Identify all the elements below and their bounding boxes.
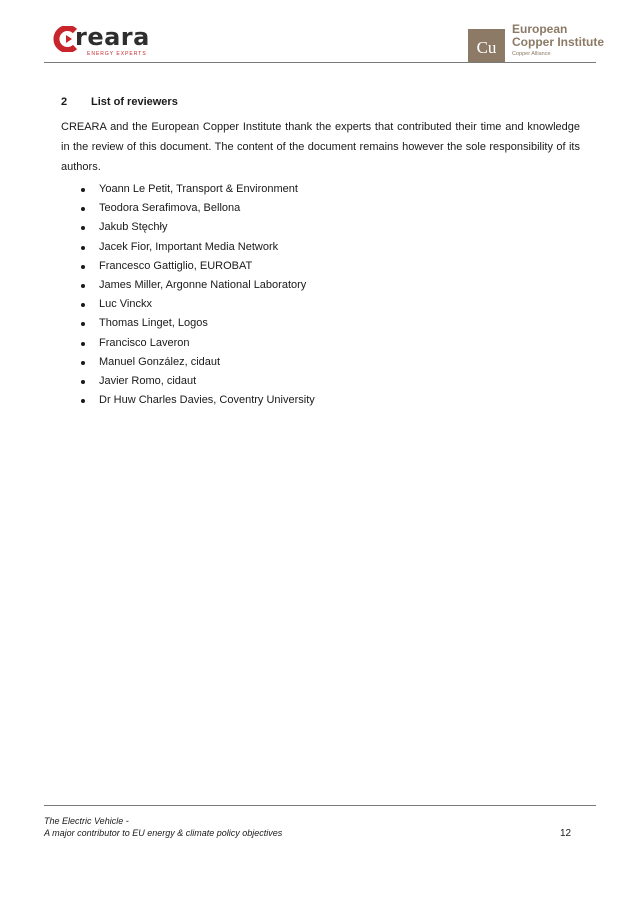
bullet-icon: [81, 207, 85, 211]
footer-line-2: A major contributor to EU energy & climate policy objectives: [44, 828, 283, 838]
bullet-icon: [81, 342, 85, 346]
bullet-icon: [81, 399, 85, 403]
creara-tagline: ENERGY EXPERTS: [87, 51, 147, 57]
section-title: List of reviewers: [91, 96, 178, 108]
list-item: Francisco Laveron: [81, 334, 315, 353]
footer-text: [44, 815, 282, 839]
creara-logo: [53, 24, 173, 58]
bullet-icon: [81, 322, 85, 326]
list-item: James Miller, Argonne National Laboratory: [81, 276, 315, 295]
bullet-icon: [81, 188, 85, 192]
footer-divider: [44, 805, 596, 806]
bullet-icon: [81, 284, 85, 288]
bullet-icon: [81, 361, 85, 365]
creara-wordmark: reara: [75, 23, 150, 51]
list-item: Jacek Fior, Important Media Network: [81, 238, 315, 257]
list-item: Luc Vinckx: [81, 295, 315, 314]
list-item: Yoann Le Petit, Transport & Environment: [81, 180, 315, 199]
list-item: Manuel González, cidaut: [81, 353, 315, 372]
list-item: Teodora Serafimova, Bellona: [81, 199, 315, 218]
eci-logo: [468, 22, 604, 63]
list-item: Francesco Gattiglio, EUROBAT: [81, 257, 315, 276]
list-item: Javier Romo, cidaut: [81, 372, 315, 391]
section-heading: [61, 96, 178, 108]
footer-line-1: The Electric Vehicle -: [44, 816, 129, 826]
intro-paragraph: CREARA and the European Copper Institute thank the experts that contributed their time and knowledge in the review of this document. The content of the document remains however the sole responsibility of its authors.: [61, 121, 580, 173]
bullet-icon: [81, 246, 85, 250]
list-item: Thomas Linget, Logos: [81, 314, 315, 333]
eci-subtitle: Copper Alliance: [512, 51, 551, 57]
list-item: Dr Huw Charles Davies, Coventry University: [81, 391, 315, 410]
list-item: Jakub Stęchły: [81, 218, 315, 237]
page-number: 12: [560, 828, 572, 839]
reviewer-list: [81, 180, 315, 410]
bullet-icon: [81, 226, 85, 230]
cu-symbol: Cu: [468, 29, 505, 62]
header-divider: [44, 62, 596, 63]
section-number: 2: [61, 96, 68, 108]
bullet-icon: [81, 303, 85, 307]
bullet-icon: [81, 380, 85, 384]
bullet-icon: [81, 265, 85, 269]
eci-name: European Copper Institute: [512, 22, 604, 49]
